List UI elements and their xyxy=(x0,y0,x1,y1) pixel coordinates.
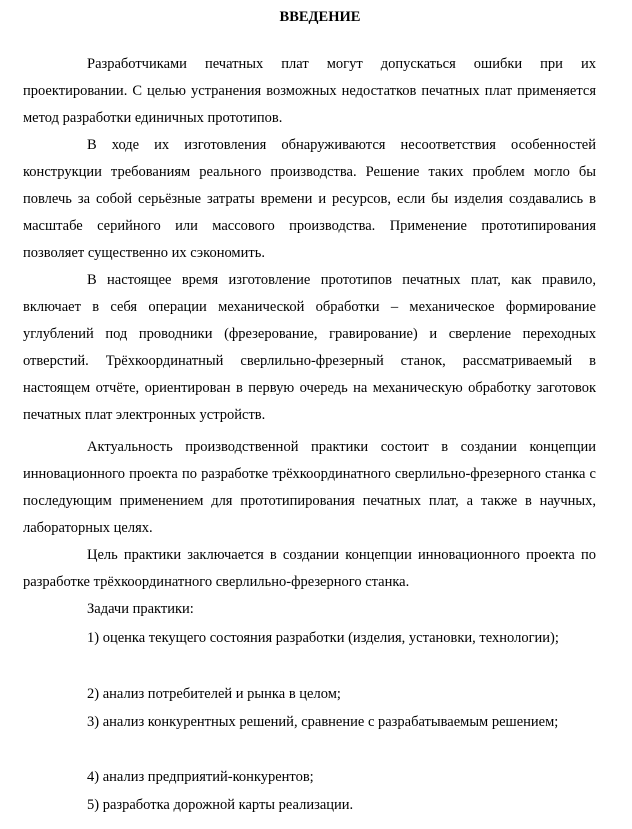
paragraph-manufacturing: В ходе их изготовления обнаруживаются несоответствия особенностей конструкции требованиям реального производства. Решение таких проблем могло бы повлечь за собой серьёзные затраты времени и ресурсов, если бы изделия создавались в масштабе серийного или массового производства. Применение прототипирования позволяет существенно их сэкономить. xyxy=(23,137,596,261)
paragraph-goal: Цель практики заключается в создании концепции инновационного проекта по разработке трёхкоординатного сверлильно-фрезерного станка. xyxy=(23,547,596,590)
paragraph-tasks-heading: Задачи практики: xyxy=(87,601,194,617)
paragraph-intro: Разработчиками печатных плат могут допускаться ошибки при их проектировании. С целью устранения возможных недостатков печатных плат применяется метод разработки единичных прототипов. xyxy=(23,56,596,126)
list-item: 1) оценка текущего состояния разработки (изделия, установки, технологии); xyxy=(87,630,559,646)
paragraph-current-state: В настоящее время изготовление прототипов печатных плат, как правило, включает в себя операции механической обработки – механическое формирование углублений под проводники (фрезерование, гравирование) и сверление переходных отверстий. Трёхкоординатный сверлильно-фрезерный станок, рассматриваемый в настоящем отчёте, ориентирован в первую очередь на механическую обработку заготовок печатных плат электронных устройств. xyxy=(23,272,596,423)
paragraph-relevance: Актуальность производственной практики состоит в создании концепции инновационного проекта по разработке трёхкоординатного сверлильно-фрезерного станка с последующим применением для прототипирования печатных плат, а также в научных, лабораторных целях. xyxy=(23,439,596,536)
page-title: ВВЕДЕНИЕ xyxy=(279,9,361,25)
list-item: 3) анализ конкурентных решений, сравнение с разрабатываемым решением; xyxy=(87,714,559,730)
list-item: 5) разработка дорожной карты реализации. xyxy=(87,797,354,813)
list-item: 4) анализ предприятий-конкурентов; xyxy=(87,769,314,785)
list-item: 2) анализ потребителей и рынка в целом; xyxy=(87,686,341,702)
